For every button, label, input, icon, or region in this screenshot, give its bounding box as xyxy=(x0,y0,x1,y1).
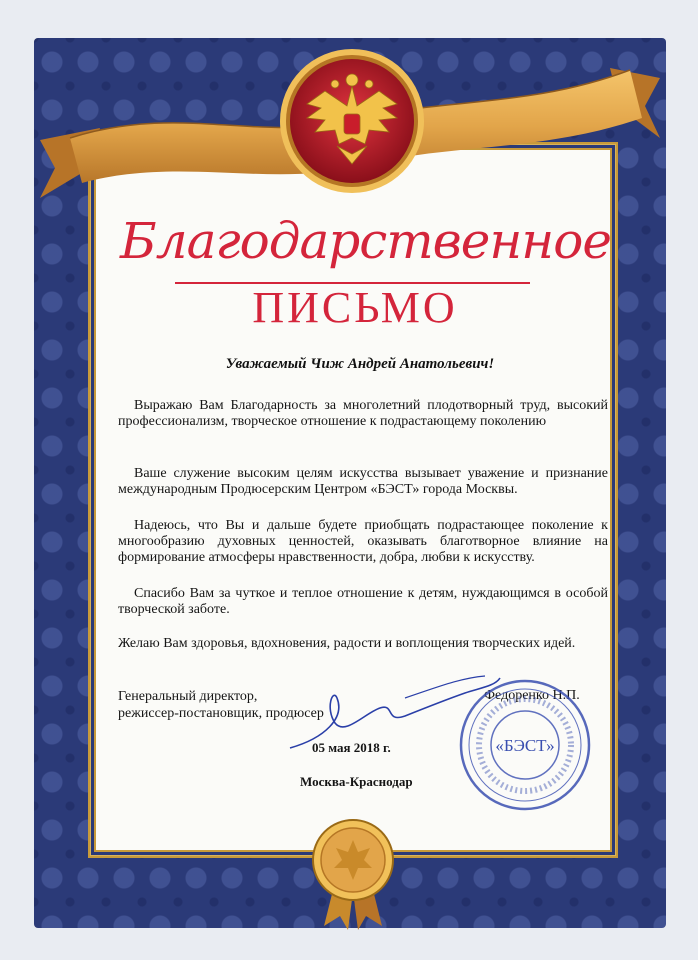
paragraph: Ваше служение высоким целям искусства вызывает уважение и признание международным Продюсерским Центром «БЭСТ» города Москвы. xyxy=(118,466,608,497)
stamp-center-text: «БЭСТ» xyxy=(495,736,555,755)
paragraph: Спасибо Вам за чуткое и теплое отношение к детям, нуждающимся в особой творческой заботе. xyxy=(118,586,608,617)
paragraph: Выражаю Вам Благодарность за многолетний плодотворный труд, высокий профессионализм, творческое отношение к подрастающему поколению xyxy=(118,398,608,429)
title-caps: ПИСЬМО xyxy=(252,283,458,332)
title-script: Благодарственное xyxy=(120,212,611,270)
paragraph: Желаю Вам здоровья, вдохновения, радости и воплощения творческих идей. xyxy=(118,636,576,651)
role-line: режиссер-постановщик, продюсер xyxy=(118,706,324,721)
gold-seal-medal-icon xyxy=(308,818,398,930)
paragraph: Надеюсь, что Вы и дальше будете приобщать подрастающее поколение к многообразию духовных ценностей, оказывать благотворное влияние на формирование атмосферы нравственности, добра, любви к искусству. xyxy=(118,518,608,565)
letter-city: Москва-Краснодар xyxy=(300,774,413,789)
salutation: Уважаемый Чиж Андрей Анатольевич! xyxy=(225,356,495,372)
company-stamp xyxy=(458,678,592,812)
role-line: Генеральный директор, xyxy=(118,689,258,704)
letter-date: 05 мая 2018 г. xyxy=(312,740,391,755)
signatory-name: Федоренко Н.П. xyxy=(484,688,580,703)
double-headed-eagle-icon xyxy=(277,46,427,196)
